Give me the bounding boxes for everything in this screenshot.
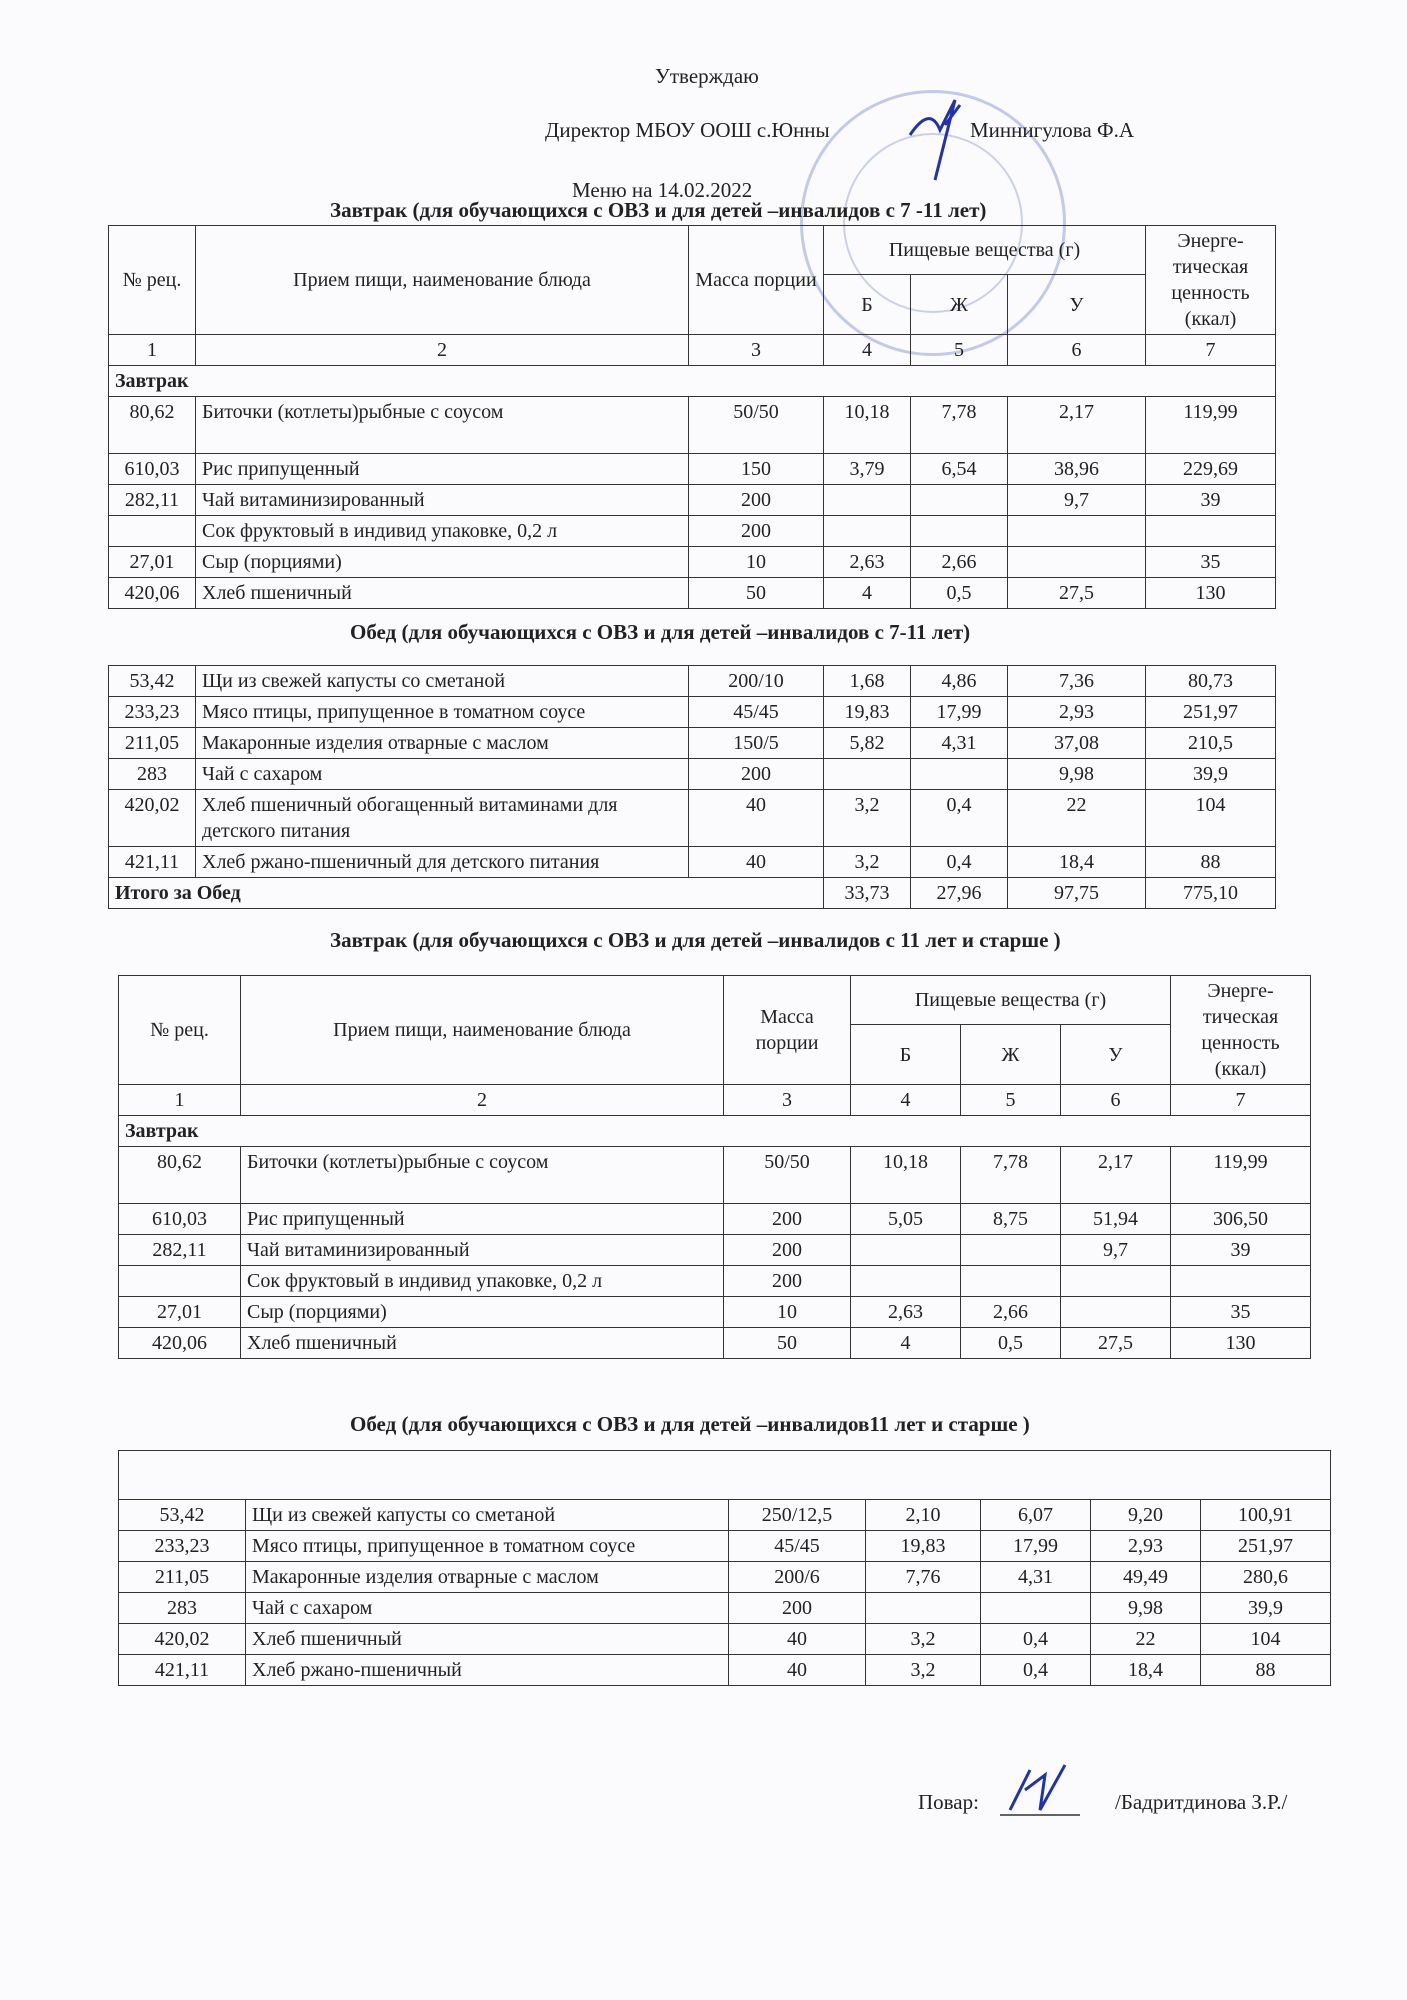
- fat: 6,54: [911, 454, 1008, 485]
- table-row: [119, 1147, 1311, 1204]
- menu-table: [118, 975, 1311, 1359]
- dish-name: Чай витаминизированный: [196, 485, 689, 516]
- dish-name: Мясо птицы, припущенное в томатном соусе: [196, 697, 689, 728]
- director-signature: [900, 95, 970, 185]
- table-row: [109, 728, 1276, 759]
- portion-mass: 250/12,5: [729, 1500, 866, 1531]
- energy: 80,73: [1146, 666, 1276, 697]
- carbs: 9,98: [1008, 759, 1146, 790]
- table-row: [109, 578, 1276, 609]
- col-fat: Ж: [911, 275, 1008, 335]
- portion-mass: 150/5: [689, 728, 824, 759]
- fat: 4,31: [911, 728, 1008, 759]
- col-mass: Масса порции: [689, 226, 824, 335]
- dish-name: Хлеб пшеничный: [241, 1328, 724, 1359]
- col-num: № рец.: [109, 226, 196, 335]
- fat: 2,66: [911, 547, 1008, 578]
- protein: [824, 485, 911, 516]
- portion-mass: 200: [724, 1266, 851, 1297]
- portion-mass: 200/10: [689, 666, 824, 697]
- table-row: [119, 1531, 1331, 1562]
- portion-mass: 40: [689, 847, 824, 878]
- portion-mass: 200: [689, 516, 824, 547]
- protein: 3,2: [866, 1655, 981, 1686]
- portion-mass: 50: [689, 578, 824, 609]
- menu-date: Меню на 14.02.2022: [572, 178, 753, 202]
- fat: [911, 485, 1008, 516]
- dish-name: Хлеб ржано-пшеничный: [246, 1655, 729, 1686]
- energy: [1146, 516, 1276, 547]
- carbs: 7,36: [1008, 666, 1146, 697]
- recipe-num: [109, 516, 196, 547]
- protein: 19,83: [866, 1531, 981, 1562]
- table-row: [109, 485, 1276, 516]
- fat: [981, 1593, 1091, 1624]
- col-index: 1: [109, 335, 196, 366]
- col-index: 6: [1008, 335, 1146, 366]
- fat: 0,4: [911, 847, 1008, 878]
- energy: 39,9: [1146, 759, 1276, 790]
- energy: 39: [1171, 1235, 1311, 1266]
- protein: [824, 516, 911, 547]
- header-row: [119, 976, 1311, 1025]
- portion-mass: 50/50: [689, 397, 824, 454]
- portion-mass: 150: [689, 454, 824, 485]
- table-row: [109, 454, 1276, 485]
- fat: 0,4: [981, 1624, 1091, 1655]
- recipe-num: 282,11: [109, 485, 196, 516]
- energy: 130: [1171, 1328, 1311, 1359]
- dish-name: Щи из свежей капусты со сметаной: [196, 666, 689, 697]
- dish-name: Сок фруктовый в индивид упаковке, 0,2 л: [196, 516, 689, 547]
- energy: 35: [1171, 1297, 1311, 1328]
- table-row: [109, 759, 1276, 790]
- recipe-num: [119, 1266, 241, 1297]
- fat: 4,86: [911, 666, 1008, 697]
- recipe-num: 283: [109, 759, 196, 790]
- fat: [911, 759, 1008, 790]
- portion-mass: 200: [724, 1235, 851, 1266]
- index-row: [119, 1085, 1311, 1116]
- col-index: 7: [1146, 335, 1276, 366]
- energy: 35: [1146, 547, 1276, 578]
- total-label: Итого за Обед: [109, 878, 824, 909]
- subhead-row: [119, 1116, 1311, 1147]
- fat: 0,4: [981, 1655, 1091, 1686]
- dish-name: Хлеб пшеничный обогащенный витаминами для детского питания: [196, 790, 689, 847]
- protein: 7,76: [866, 1562, 981, 1593]
- dish-name: Биточки (котлеты)рыбные с соусом: [196, 397, 689, 454]
- carbs: 9,20: [1091, 1500, 1201, 1531]
- recipe-num: 80,62: [119, 1147, 241, 1204]
- protein: 3,79: [824, 454, 911, 485]
- dish-name: Рис припущенный: [241, 1204, 724, 1235]
- carbs: 2,17: [1008, 397, 1146, 454]
- protein: 10,18: [851, 1147, 961, 1204]
- recipe-num: 27,01: [119, 1297, 241, 1328]
- energy: 104: [1201, 1624, 1331, 1655]
- total-zh: 27,96: [911, 878, 1008, 909]
- protein: 4: [824, 578, 911, 609]
- index-row: [109, 335, 1276, 366]
- dish-name: Макаронные изделия отварные с маслом: [246, 1562, 729, 1593]
- energy: 130: [1146, 578, 1276, 609]
- portion-mass: 200: [724, 1204, 851, 1235]
- section-title: Обед (для обучающихся с ОВЗ и для детей –инвалидов11 лет и старше ): [350, 1412, 1030, 1436]
- recipe-num: 421,11: [109, 847, 196, 878]
- recipe-num: 610,03: [119, 1204, 241, 1235]
- dish-name: Макаронные изделия отварные с маслом: [196, 728, 689, 759]
- carbs: 9,7: [1008, 485, 1146, 516]
- blank-header-row: [119, 1451, 1331, 1500]
- col-energy: Энерге-тическая ценность (ккал): [1171, 976, 1311, 1085]
- col-mass: Масса порции: [724, 976, 851, 1085]
- fat: [961, 1266, 1061, 1297]
- total-energy: 775,10: [1146, 878, 1276, 909]
- protein: 5,05: [851, 1204, 961, 1235]
- fat: 2,66: [961, 1297, 1061, 1328]
- fat: 7,78: [961, 1147, 1061, 1204]
- protein: 1,68: [824, 666, 911, 697]
- menu-table: [108, 665, 1276, 909]
- table-row: [119, 1624, 1331, 1655]
- energy: 39: [1146, 485, 1276, 516]
- col-index: 5: [961, 1085, 1061, 1116]
- energy: 229,69: [1146, 454, 1276, 485]
- protein: 4: [851, 1328, 961, 1359]
- energy: [1171, 1266, 1311, 1297]
- portion-mass: 40: [689, 790, 824, 847]
- protein: [866, 1593, 981, 1624]
- fat: 0,4: [911, 790, 1008, 847]
- carbs: 2,17: [1061, 1147, 1171, 1204]
- meal-subhead: Завтрак: [109, 366, 1276, 397]
- protein: [824, 759, 911, 790]
- protein: 19,83: [824, 697, 911, 728]
- energy: 251,97: [1201, 1531, 1331, 1562]
- table-row: [119, 1235, 1311, 1266]
- energy: 39,9: [1201, 1593, 1331, 1624]
- section-title: Завтрак (для обучающихся с ОВЗ и для детей –инвалидов с 11 лет и старше ): [330, 928, 1061, 952]
- col-protein: Б: [851, 1025, 961, 1085]
- fat: 0,5: [961, 1328, 1061, 1359]
- table-row: [109, 790, 1276, 847]
- recipe-num: 53,42: [119, 1500, 246, 1531]
- recipe-num: 283: [119, 1593, 246, 1624]
- protein: 3,2: [866, 1624, 981, 1655]
- menu-table: [118, 1450, 1331, 1686]
- carbs: 51,94: [1061, 1204, 1171, 1235]
- table-row: [109, 666, 1276, 697]
- carbs: [1061, 1266, 1171, 1297]
- dish-name: Хлеб пшеничный: [246, 1624, 729, 1655]
- fat: 6,07: [981, 1500, 1091, 1531]
- table-row: [119, 1562, 1331, 1593]
- carbs: 37,08: [1008, 728, 1146, 759]
- dish-name: Щи из свежей капусты со сметаной: [246, 1500, 729, 1531]
- energy: 119,99: [1146, 397, 1276, 454]
- col-index: 2: [196, 335, 689, 366]
- col-index: 3: [689, 335, 824, 366]
- total-u: 97,75: [1008, 878, 1146, 909]
- col-index: 6: [1061, 1085, 1171, 1116]
- portion-mass: 10: [724, 1297, 851, 1328]
- fat: 0,5: [911, 578, 1008, 609]
- col-fat: Ж: [961, 1025, 1061, 1085]
- carbs: 49,49: [1091, 1562, 1201, 1593]
- col-protein: Б: [824, 275, 911, 335]
- dish-name: Хлеб пшеничный: [196, 578, 689, 609]
- recipe-num: 80,62: [109, 397, 196, 454]
- carbs: 2,93: [1008, 697, 1146, 728]
- col-name: Прием пищи, наименование блюда: [241, 976, 724, 1085]
- carbs: 22: [1008, 790, 1146, 847]
- col-carbs: У: [1061, 1025, 1171, 1085]
- table-row: [119, 1204, 1311, 1235]
- recipe-num: 233,23: [109, 697, 196, 728]
- dish-name: Чай с сахаром: [246, 1593, 729, 1624]
- protein: 2,63: [851, 1297, 961, 1328]
- subhead-row: [109, 366, 1276, 397]
- total-b: 33,73: [824, 878, 911, 909]
- protein: [851, 1235, 961, 1266]
- col-nutrients: Пищевые вещества (г): [824, 226, 1146, 275]
- portion-mass: 40: [729, 1624, 866, 1655]
- col-nutrients: Пищевые вещества (г): [851, 976, 1171, 1025]
- dish-name: Рис припущенный: [196, 454, 689, 485]
- carbs: [1008, 547, 1146, 578]
- energy: 100,91: [1201, 1500, 1331, 1531]
- portion-mass: 45/45: [729, 1531, 866, 1562]
- recipe-num: 53,42: [109, 666, 196, 697]
- col-index: 1: [119, 1085, 241, 1116]
- energy: 280,6: [1201, 1562, 1331, 1593]
- portion-mass: 45/45: [689, 697, 824, 728]
- table-row: [109, 397, 1276, 454]
- dish-name: Сок фруктовый в индивид упаковке, 0,2 л: [241, 1266, 724, 1297]
- recipe-num: 27,01: [109, 547, 196, 578]
- fat: 17,99: [981, 1531, 1091, 1562]
- portion-mass: 200/6: [729, 1562, 866, 1593]
- carbs: 18,4: [1091, 1655, 1201, 1686]
- col-name: Прием пищи, наименование блюда: [196, 226, 689, 335]
- protein: 3,2: [824, 847, 911, 878]
- carbs: [1061, 1297, 1171, 1328]
- section-title: Завтрак (для обучающихся с ОВЗ и для детей –инвалидов с 7 -11 лет): [330, 198, 987, 222]
- table-row: [119, 1593, 1331, 1624]
- recipe-num: 233,23: [119, 1531, 246, 1562]
- carbs: 2,93: [1091, 1531, 1201, 1562]
- recipe-num: 420,06: [119, 1328, 241, 1359]
- energy: 210,5: [1146, 728, 1276, 759]
- approve-label: Утверждаю: [655, 64, 759, 88]
- table-row: [119, 1500, 1331, 1531]
- portion-mass: 40: [729, 1655, 866, 1686]
- recipe-num: 420,02: [119, 1624, 246, 1655]
- col-index: 7: [1171, 1085, 1311, 1116]
- recipe-num: 610,03: [109, 454, 196, 485]
- table-row: [109, 847, 1276, 878]
- col-energy: Энерге-тическая ценность (ккал): [1146, 226, 1276, 335]
- energy: 88: [1201, 1655, 1331, 1686]
- protein: 10,18: [824, 397, 911, 454]
- protein: 2,10: [866, 1500, 981, 1531]
- dish-name: Мясо птицы, припущенное в томатном соусе: [246, 1531, 729, 1562]
- fat: 4,31: [981, 1562, 1091, 1593]
- recipe-num: 421,11: [119, 1655, 246, 1686]
- col-num: № рец.: [119, 976, 241, 1085]
- fat: [961, 1235, 1061, 1266]
- table-row: [109, 516, 1276, 547]
- energy: 119,99: [1171, 1147, 1311, 1204]
- director-title: Директор МБОУ ООШ с.Юнны: [545, 118, 830, 142]
- section-title: Обед (для обучающихся с ОВЗ и для детей –инвалидов с 7-11 лет): [350, 620, 971, 644]
- protein: 5,82: [824, 728, 911, 759]
- fat: [911, 516, 1008, 547]
- carbs: 9,98: [1091, 1593, 1201, 1624]
- header-row: [109, 226, 1276, 275]
- col-index: 2: [241, 1085, 724, 1116]
- col-index: 3: [724, 1085, 851, 1116]
- dish-name: Чай с сахаром: [196, 759, 689, 790]
- col-index: 4: [824, 335, 911, 366]
- col-carbs: У: [1008, 275, 1146, 335]
- menu-table: [108, 225, 1276, 609]
- director-name: Миннигулова Ф.А: [970, 118, 1135, 142]
- dish-name: Хлеб ржано-пшеничный для детского питания: [196, 847, 689, 878]
- energy: 306,50: [1171, 1204, 1311, 1235]
- carbs: [1008, 516, 1146, 547]
- table-row: [119, 1297, 1311, 1328]
- total-row: [109, 878, 1276, 909]
- table-row: [119, 1266, 1311, 1297]
- dish-name: Сыр (порциями): [241, 1297, 724, 1328]
- portion-mass: 10: [689, 547, 824, 578]
- carbs: 27,5: [1008, 578, 1146, 609]
- recipe-num: 420,02: [109, 790, 196, 847]
- col-index: 4: [851, 1085, 961, 1116]
- portion-mass: 200: [689, 485, 824, 516]
- recipe-num: 282,11: [119, 1235, 241, 1266]
- recipe-num: 211,05: [109, 728, 196, 759]
- portion-mass: 200: [729, 1593, 866, 1624]
- protein: [851, 1266, 961, 1297]
- recipe-num: 211,05: [119, 1562, 246, 1593]
- table-row: [119, 1655, 1331, 1686]
- meal-subhead: Завтрак: [119, 1116, 1311, 1147]
- recipe-num: 420,06: [109, 578, 196, 609]
- table-row: [109, 547, 1276, 578]
- energy: 251,97: [1146, 697, 1276, 728]
- fat: 7,78: [911, 397, 1008, 454]
- fat: 17,99: [911, 697, 1008, 728]
- protein: 2,63: [824, 547, 911, 578]
- dish-name: Биточки (котлеты)рыбные с соусом: [241, 1147, 724, 1204]
- cook-label: Повар:: [918, 1790, 979, 1814]
- energy: 88: [1146, 847, 1276, 878]
- carbs: 18,4: [1008, 847, 1146, 878]
- carbs: 22: [1091, 1624, 1201, 1655]
- protein: 3,2: [824, 790, 911, 847]
- table-row: [109, 697, 1276, 728]
- cook-name: /Бадритдинова З.Р./: [1115, 1790, 1288, 1814]
- col-index: 5: [911, 335, 1008, 366]
- dish-name: Сыр (порциями): [196, 547, 689, 578]
- portion-mass: 200: [689, 759, 824, 790]
- cook-signature: [1000, 1760, 1080, 1820]
- fat: 8,75: [961, 1204, 1061, 1235]
- portion-mass: 50/50: [724, 1147, 851, 1204]
- carbs: 38,96: [1008, 454, 1146, 485]
- table-row: [119, 1328, 1311, 1359]
- energy: 104: [1146, 790, 1276, 847]
- carbs: 9,7: [1061, 1235, 1171, 1266]
- dish-name: Чай витаминизированный: [241, 1235, 724, 1266]
- portion-mass: 50: [724, 1328, 851, 1359]
- carbs: 27,5: [1061, 1328, 1171, 1359]
